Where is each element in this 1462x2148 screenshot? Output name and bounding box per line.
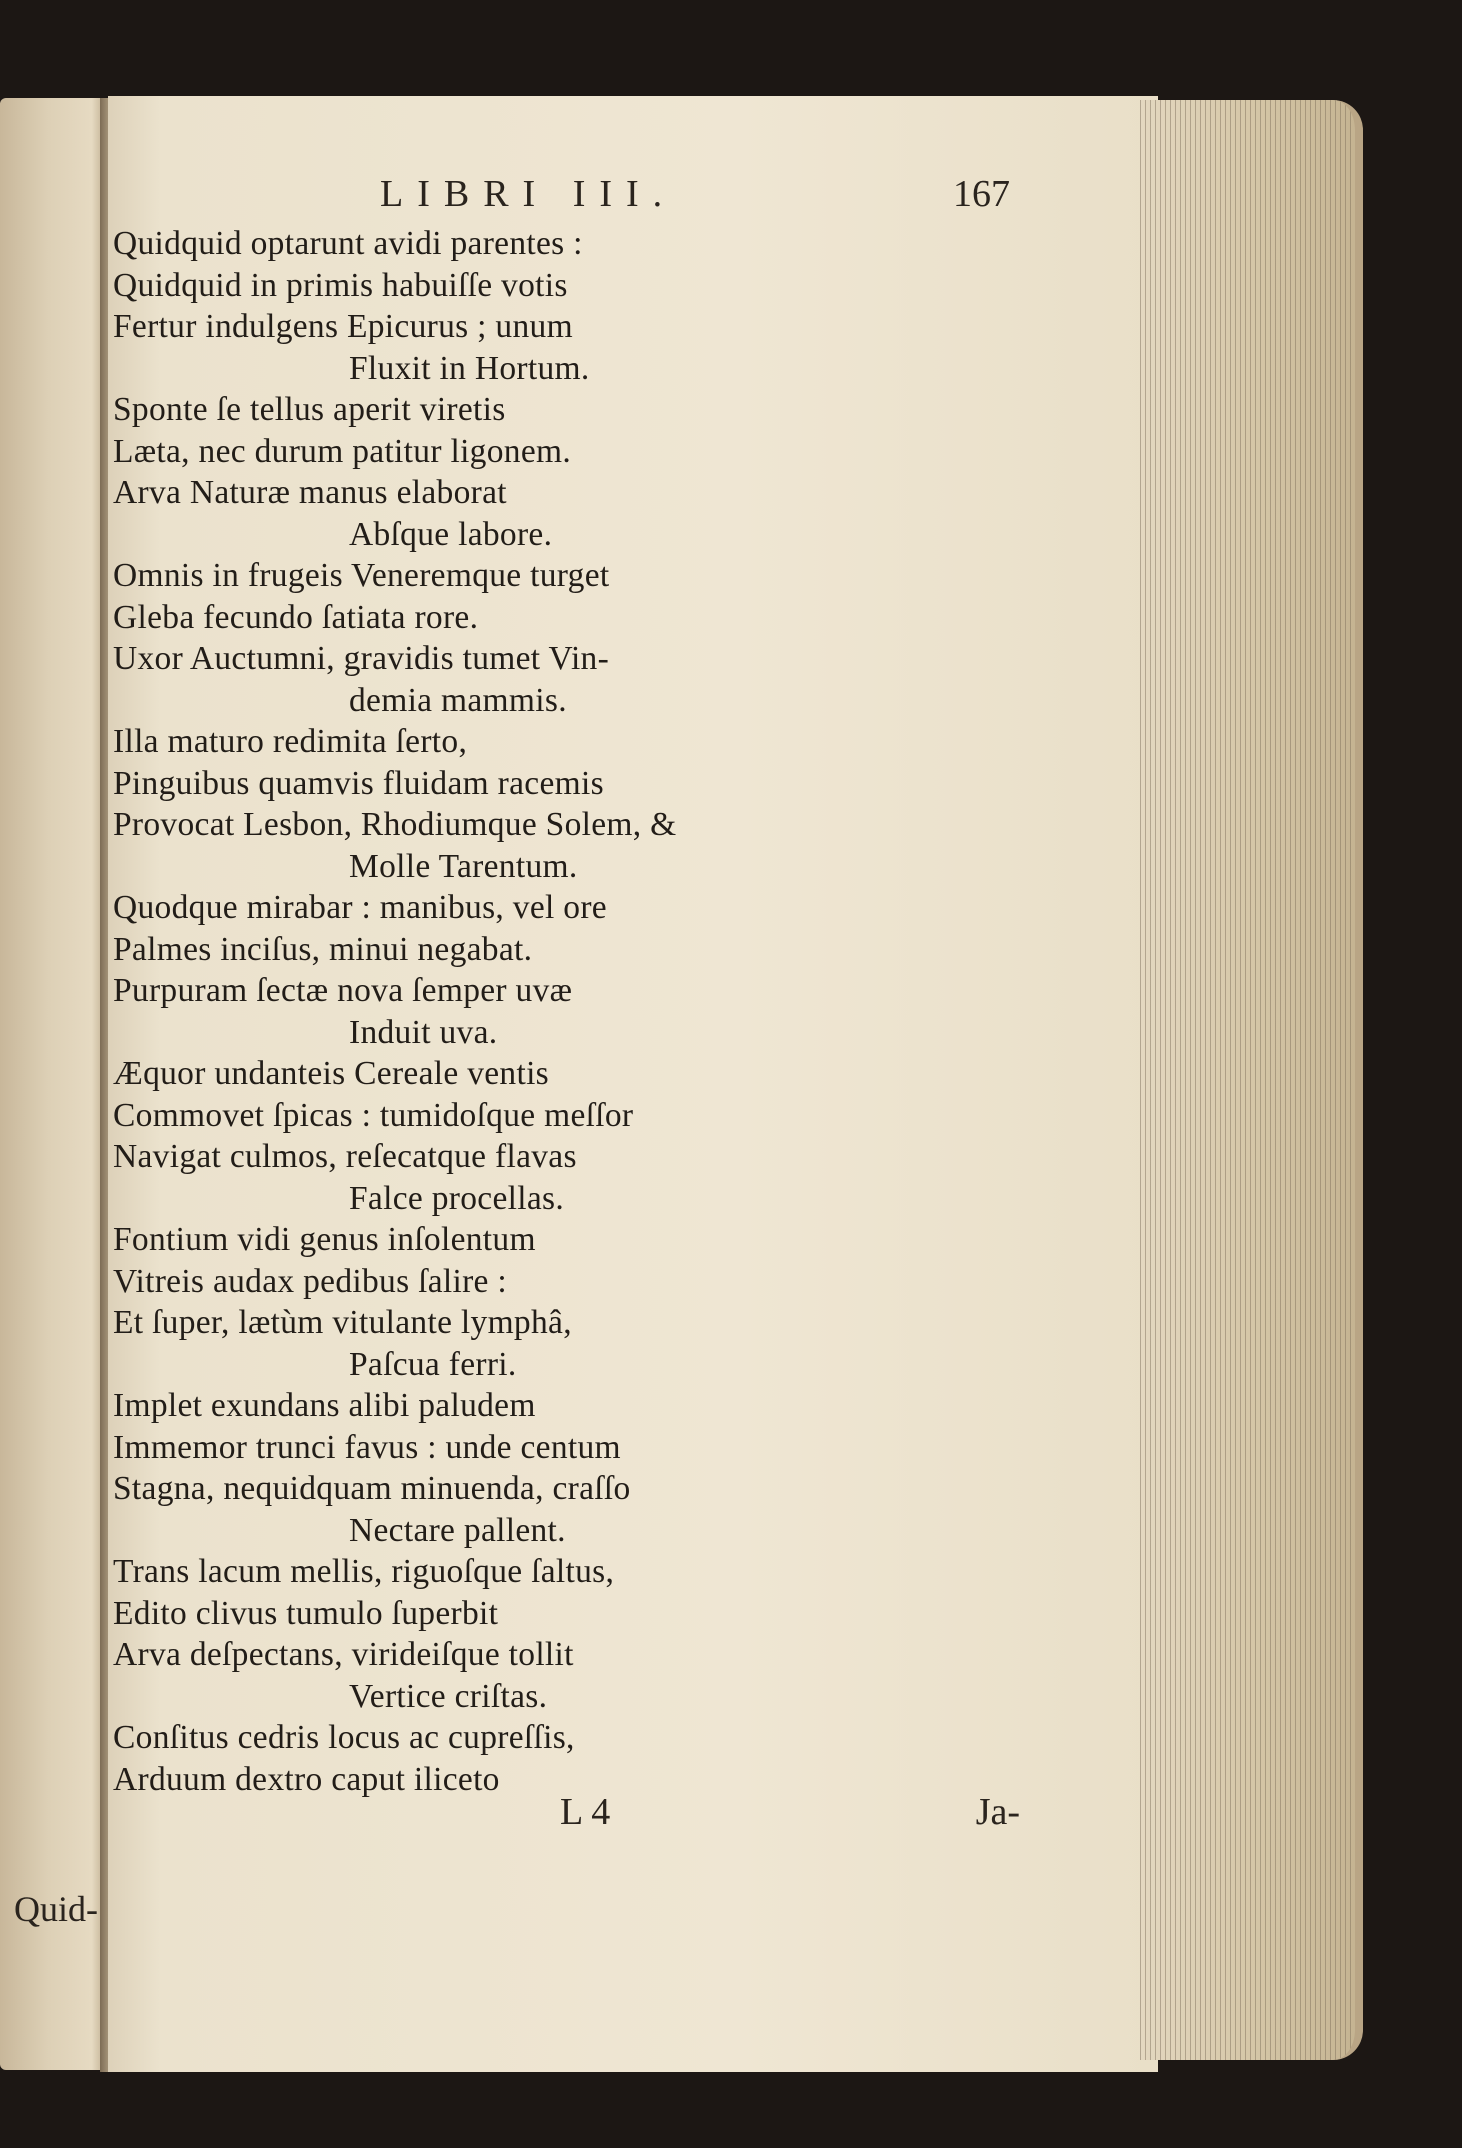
- verse-line: Commovet ſpicas : tumidoſque meſſor: [113, 1096, 634, 1134]
- verse-line: Fontium vidi genus inſolentum: [113, 1221, 536, 1258]
- verse-line: Omnis in frugeis Veneremque turget: [113, 557, 610, 594]
- poem-text: [113, 223, 1013, 1800]
- page-number: 167: [953, 173, 1010, 215]
- left-catchword: Quid-: [14, 1889, 98, 1929]
- verse-line: Sponte ſe tellus aperit viretis: [113, 391, 506, 428]
- verse-line: Falce procellas.: [349, 1179, 565, 1217]
- verse-line: Conſitus cedris locus ac cupreſſis,: [113, 1719, 575, 1756]
- verse-line: demia mammis.: [349, 681, 567, 719]
- verse-line: Quidquid optarunt avidi parentes :: [113, 225, 583, 262]
- verse-line: Nectare pallent.: [349, 1511, 566, 1549]
- verse-line: Edito clivus tumulo ſuperbit: [113, 1594, 499, 1632]
- verse-line: Æquor undanteis Cereale ventis: [113, 1055, 550, 1092]
- verse-line: Vertice criſtas.: [349, 1677, 548, 1715]
- verse-line: Stagna, nequidquam minuenda, craſſo: [113, 1470, 631, 1507]
- verse-line: Purpuram ſectæ nova ſemper uvæ: [113, 972, 573, 1009]
- verse-line: Læta, nec durum patitur ligonem.: [113, 432, 572, 470]
- verse-line: Quidquid in primis habuiſſe votis: [113, 266, 568, 304]
- verse-line: Fertur indulgens Epicurus ; unum: [113, 308, 573, 345]
- running-head: LIBRI III.: [380, 173, 677, 215]
- verse-line: Arva deſpectans, virideiſque tollit: [113, 1636, 574, 1673]
- verse-line: Palmes inciſus, minui negabat.: [113, 930, 533, 968]
- verse-line: Navigat culmos, reſecatque flavas: [113, 1138, 577, 1175]
- verse-line: Induit uva.: [349, 1013, 498, 1051]
- verse-line: Arva Naturæ manus elaborat: [113, 474, 507, 511]
- verse-line: Et ſuper, lætùm vitulante lymphâ,: [113, 1304, 572, 1341]
- verse-line: Paſcua ferri.: [349, 1345, 517, 1383]
- verse-line: Uxor Auctumni, gravidis tumet Vin-: [113, 640, 610, 677]
- verse-line: Abſque labore.: [349, 515, 553, 553]
- verse-line: Pinguibus quamvis fluidam racemis: [113, 764, 604, 802]
- verse-line: Quodque mirabar : manibus, vel ore: [113, 889, 607, 926]
- left-page-edge: [0, 98, 108, 2070]
- verse-line: Arduum dextro caput iliceto: [113, 1760, 500, 1798]
- verse-line: Gleba fecundo ſatiata rore.: [113, 598, 479, 636]
- page-block-edges: [1140, 100, 1363, 2060]
- verse-line: Fluxit in Hortum.: [349, 349, 590, 387]
- page-footer: [560, 1790, 1020, 1840]
- verse-line: Trans lacum mellis, riguoſque ſaltus,: [113, 1553, 615, 1590]
- signature-mark: L 4: [560, 1791, 611, 1833]
- verse-line: Vitreis audax pedibus ſalire :: [113, 1262, 507, 1300]
- catchword: Ja-: [975, 1791, 1020, 1833]
- verse-line: Immemor trunci favus : unde centum: [113, 1428, 621, 1466]
- verse-line: Provocat Lesbon, Rhodiumque Solem, &: [113, 806, 677, 843]
- verse-line: Illa maturo redimita ſerto,: [113, 723, 468, 760]
- verse-line: Molle Tarentum.: [349, 847, 578, 885]
- verse-line: Implet exundans alibi paludem: [113, 1387, 536, 1424]
